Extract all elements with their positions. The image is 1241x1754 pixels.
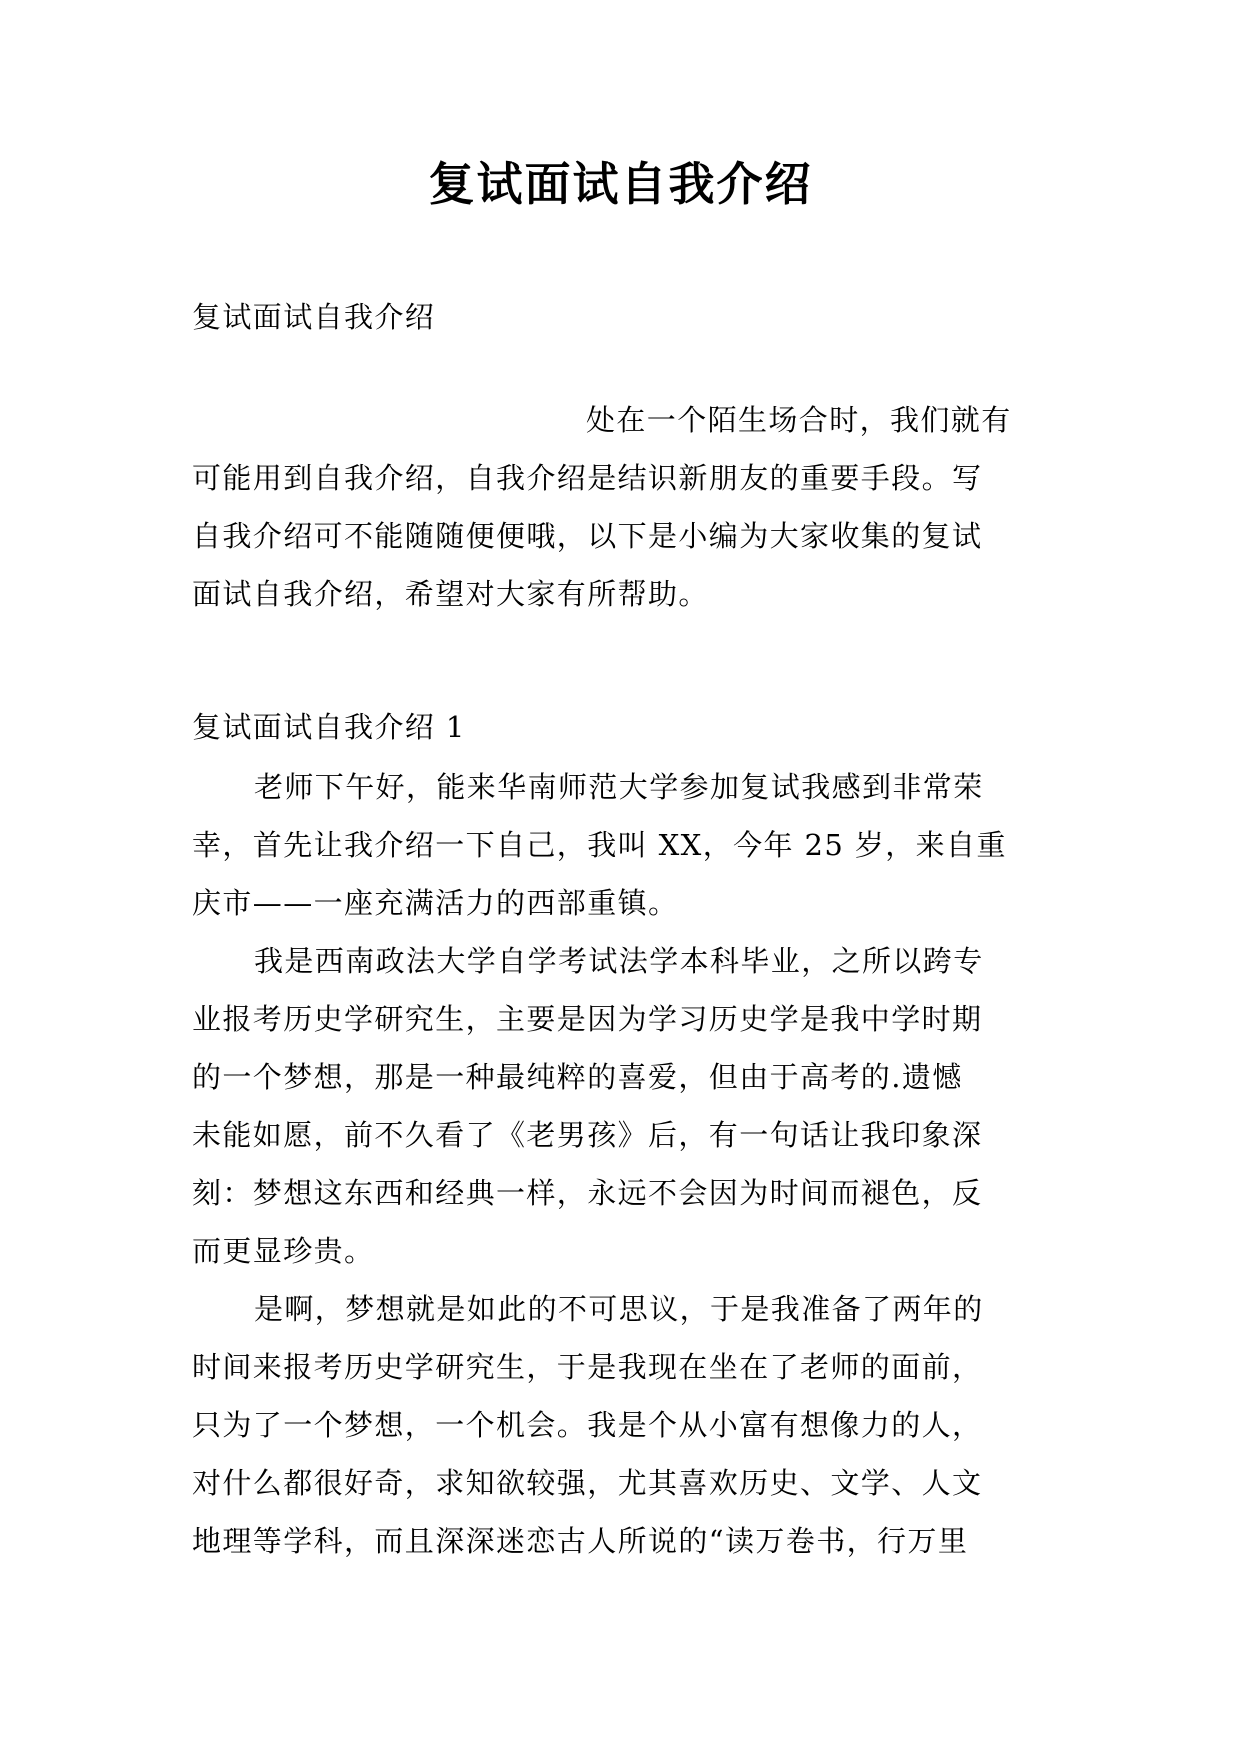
paragraph-line: 刻：梦想这东西和经典一样，永远不会因为时间而褪色，反 (192, 1176, 983, 1210)
paragraph-line: 对什么都很好奇，求知欲较强，尤其喜欢历史、文学、人文 (192, 1466, 983, 1500)
section-heading: 复试面试自我介绍 1 (192, 710, 466, 744)
paragraph-line: 时间来报考历史学研究生，于是我现在坐在了老师的面前， (192, 1350, 983, 1384)
paragraph-line: 地理等学科，而且深深迷恋古人所说的“读万卷书，行万里 (192, 1524, 969, 1558)
paragraph-line: 老师下午好，能来华南师范大学参加复试我感到非常荣 (254, 770, 984, 804)
paragraph-line: 的一个梦想，那是一种最纯粹的喜爱，但由于高考的.遗憾 (192, 1060, 963, 1094)
intro-line: 可能用到自我介绍，自我介绍是结识新朋友的重要手段。写 (192, 461, 983, 495)
paragraph-line: 幸，首先让我介绍一下自己，我叫 XX，今年 25 岁，来自重 (192, 828, 1007, 862)
document-title: 复试面试自我介绍 (428, 157, 813, 211)
paragraph-line: 业报考历史学研究生，主要是因为学习历史学是我中学时期 (192, 1002, 983, 1036)
paragraph-line: 未能如愿，前不久看了《老男孩》后，有一句话让我印象深 (192, 1118, 983, 1152)
paragraph-line: 只为了一个梦想，一个机会。我是个从小富有想像力的人， (192, 1408, 983, 1442)
paragraph-line: 我是西南政法大学自学考试法学本科毕业，之所以跨专 (254, 944, 984, 978)
paragraph-line: 是啊，梦想就是如此的不可思议，于是我准备了两年的 (254, 1292, 984, 1326)
intro-line: 自我介绍可不能随随便便哦，以下是小编为大家收集的复试 (192, 519, 983, 553)
subtitle-line: 复试面试自我介绍 (192, 300, 436, 334)
intro-line: 面试自我介绍，希望对大家有所帮助。 (192, 577, 709, 611)
intro-line: 处在一个陌生场合时，我们就有 (586, 403, 1012, 437)
paragraph-line: 庆市——一座充满活力的西部重镇。 (192, 886, 679, 920)
paragraph-line: 而更显珍贵。 (192, 1234, 375, 1268)
